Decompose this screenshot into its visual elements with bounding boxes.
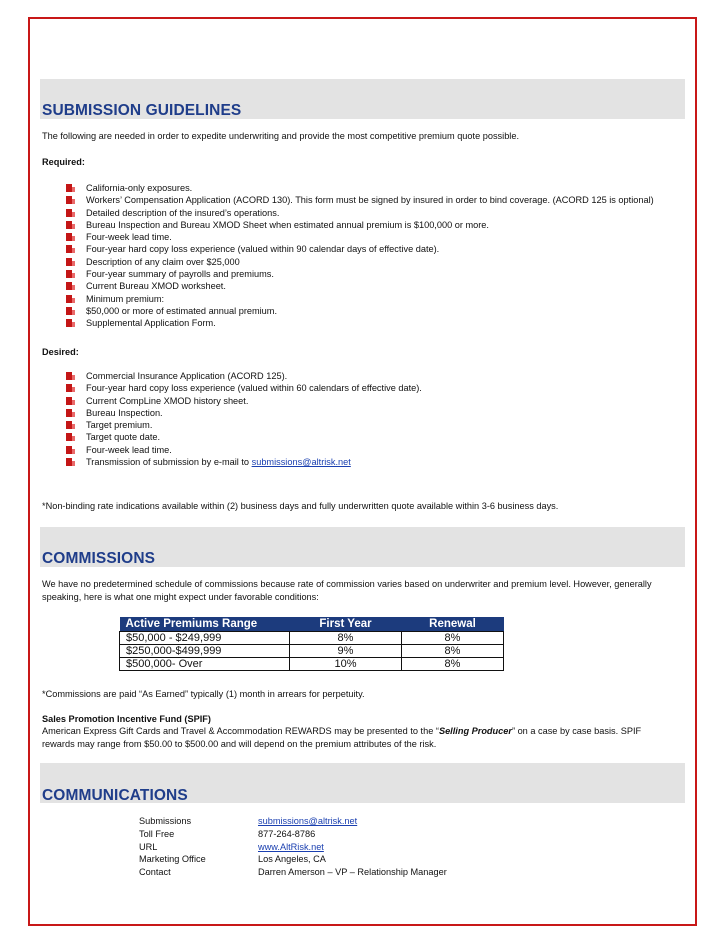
commissions-footnote: *Commissions are paid “As Earned” typically (1) month in arrears for perpetuity.: [42, 689, 365, 699]
required-label: Required:: [42, 157, 85, 167]
desired-label: Desired:: [42, 347, 79, 357]
contact-label-toll-free: Toll Free: [139, 829, 175, 839]
bullet-icon: [66, 307, 72, 315]
desired-list: [66, 370, 422, 468]
contact-value-contact: Darren Amerson – VP – Relationship Manager: [258, 867, 447, 877]
list-item: Transmission of submission by e-mail to submissions@altrisk.net: [66, 456, 422, 468]
bullet-icon: [66, 196, 72, 204]
list-item: Bureau Inspection.: [66, 407, 422, 419]
table-header-row: [120, 617, 504, 632]
list-item: Four-week lead time.: [66, 231, 654, 243]
table-cell: 8%: [402, 645, 504, 658]
table-cell: 8%: [402, 632, 504, 645]
bullet-icon: [66, 384, 72, 392]
table-cell: $250,000-$499,999: [120, 645, 290, 658]
bullet-icon: [66, 319, 72, 327]
commissions-intro-line1: We have no predetermined schedule of commissions because rate of commission varies based on underwriter and premium level. However, generally: [42, 579, 652, 589]
required-list: [66, 182, 654, 330]
table-cell: 8%: [290, 632, 402, 645]
table-header-cell: Renewal: [402, 617, 504, 632]
table-row: [120, 645, 504, 658]
list-item: Four-year hard copy loss experience (valued within 60 calendars of effective date).: [66, 382, 422, 394]
contact-value-toll-free: 877-264-8786: [258, 829, 316, 839]
section-title-submission: SUBMISSION GUIDELINES: [42, 102, 242, 119]
submissions-email-link[interactable]: submissions@altrisk.net: [251, 457, 351, 468]
bullet-icon: [66, 245, 72, 253]
list-item: Target premium.: [66, 419, 422, 431]
contact-label-submissions: Submissions: [139, 816, 192, 826]
list-item: Four-week lead time.: [66, 444, 422, 456]
list-item: California-only exposures.: [66, 182, 654, 194]
contact-label-contact: Contact: [139, 867, 171, 877]
commissions-table: [119, 617, 504, 671]
spif-line2: rewards may range from $50.00 to $500.00 and will depend on the premium attributes of the risk.: [42, 739, 437, 749]
table-header-cell: Active Premiums Range: [120, 617, 290, 632]
bullet-icon: [66, 421, 72, 429]
submission-footnote: *Non-binding rate indications available within (2) business days and fully underwritten quote available within 3-6 business days.: [42, 501, 559, 511]
contact-label-marketing-office: Marketing Office: [139, 854, 206, 864]
list-item: Current Bureau XMOD worksheet.: [66, 280, 654, 292]
bullet-icon: [66, 397, 72, 405]
table-cell: $500,000- Over: [120, 658, 290, 671]
list-item: $50,000 or more of estimated annual premium.: [66, 305, 654, 317]
bullet-icon: [66, 233, 72, 241]
list-item: Description of any claim over $25,000: [66, 256, 654, 268]
commissions-intro-line2: speaking, here is what one might expect under favorable conditions:: [42, 592, 319, 602]
table-cell: $50,000 - $249,999: [120, 632, 290, 645]
contact-value-submissions-email[interactable]: submissions@altrisk.net: [258, 816, 358, 826]
list-item: Commercial Insurance Application (ACORD 125).: [66, 370, 422, 382]
contact-value-marketing-office: Los Angeles, CA: [258, 854, 326, 864]
bullet-icon: [66, 458, 72, 466]
spif-line1: American Express Gift Cards and Travel & Accommodation REWARDS may be presented to the “Selling Producer” on a case by case basis. SPIF: [42, 726, 642, 736]
bullet-icon: [66, 446, 72, 454]
list-item: Current CompLine XMOD history sheet.: [66, 395, 422, 407]
section-title-communications: COMMUNICATIONS: [42, 787, 188, 804]
list-item: Bureau Inspection and Bureau XMOD Sheet when estimated annual premium is $100,000 or more.: [66, 219, 654, 231]
bullet-icon: [66, 372, 72, 380]
table-header-cell: First Year: [290, 617, 402, 632]
list-item: Detailed description of the insured’s operations.: [66, 207, 654, 219]
bullet-icon: [66, 270, 72, 278]
bullet-icon: [66, 258, 72, 266]
bullet-icon: [66, 409, 72, 417]
section-title-commissions: COMMISSIONS: [42, 550, 156, 567]
table-cell: 8%: [402, 658, 504, 671]
spif-title: Sales Promotion Incentive Fund (SPIF): [42, 714, 211, 724]
bullet-icon: [66, 221, 72, 229]
submission-intro: The following are needed in order to expedite underwriting and provide the most competitive premium quote possible.: [42, 131, 520, 141]
contact-value-url-link[interactable]: www.AltRisk.net: [258, 842, 324, 852]
table-row: [120, 658, 504, 671]
contact-label-url: URL: [139, 842, 158, 852]
table-cell: 9%: [290, 645, 402, 658]
list-item: Target quote date.: [66, 431, 422, 443]
list-item: Supplemental Application Form.: [66, 317, 654, 329]
bullet-icon: [66, 184, 72, 192]
bullet-icon: [66, 295, 72, 303]
selling-producer-text: Selling Producer: [438, 726, 512, 736]
list-item: Minimum premium:: [66, 293, 654, 305]
list-item: Four-year hard copy loss experience (valued within 90 calendar days of effective date).: [66, 243, 654, 255]
list-item: Four-year summary of payrolls and premiums.: [66, 268, 654, 280]
bullet-icon: [66, 433, 72, 441]
table-row: [120, 632, 504, 645]
bullet-icon: [66, 209, 72, 217]
bullet-icon: [66, 282, 72, 290]
table-cell: 10%: [290, 658, 402, 671]
list-item: Workers’ Compensation Application (ACORD 130). This form must be signed by insured in order to bind coverage. (ACORD 125 is optional): [66, 194, 654, 206]
